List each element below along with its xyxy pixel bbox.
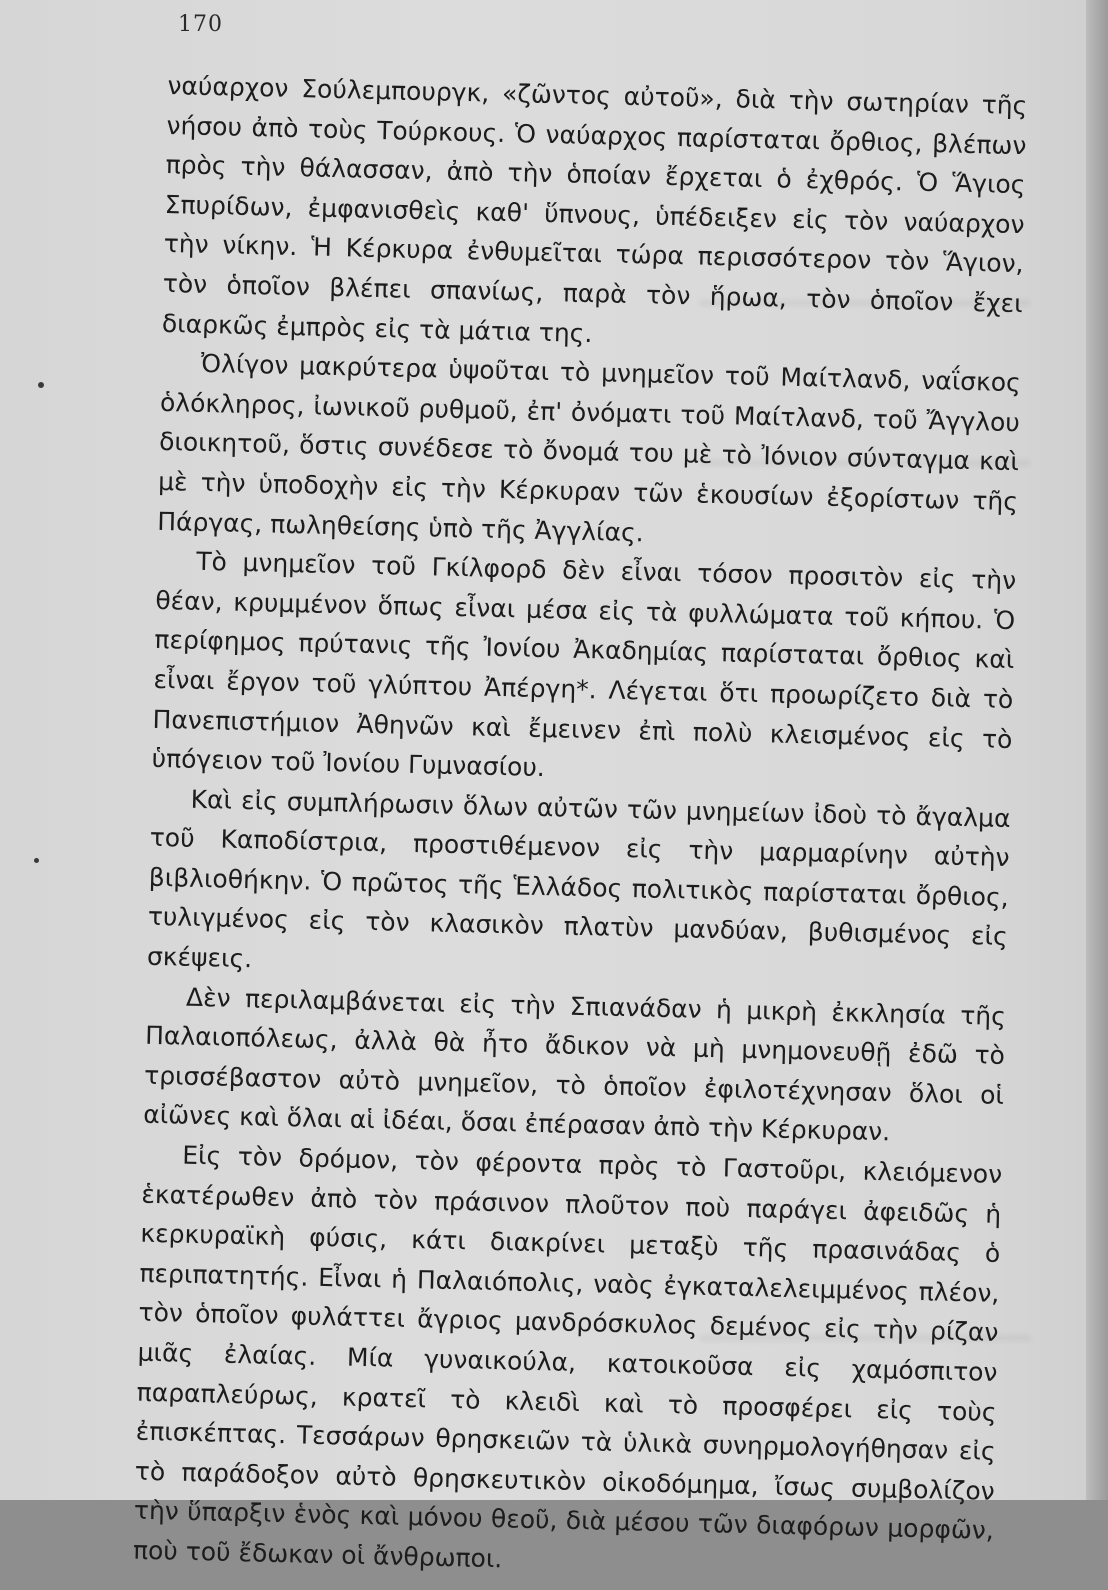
page-edge-shadow xyxy=(1086,0,1108,1500)
body-text xyxy=(133,66,1028,1590)
page-number: 170 xyxy=(178,12,223,37)
paragraph-2: Ὀλίγον μακρύτερα ὑψοῦται τὸ μνημεῖον τοῦ Μαίτλανδ, ναΐσκος ὁλόκληρος, ἰωνικοῦ ρυθμοῦ, ἐπ' ὀνόματι τοῦ Μαίτλανδ, τοῦ Ἄγγλου διοικητοῦ, ὅστις συνέδεσε τὸ ὄνομά του μὲ τὸ Ἰόνιον σύνταγμα καὶ μὲ τὴν ὑποδοχὴν εἰς τὴν Κέρκυραν τῶν ἑκουσίων ἐξορίστων τῆς Πάργας, πωληθείσης ὑπὸ τῆς Ἀγγλίας. xyxy=(156,349,1022,547)
paragraph-3: Τὸ μνημεῖον τοῦ Γκίλφορδ δὲν εἶναι τόσον προσιτὸν εἰς τὴν θέαν, κρυμμένον ὅπως εἶναι μέσα εἰς τὰ φυλλώματα τοῦ κήπου. Ὁ περίφημος πρύτανις τῆς Ἰονίου Ἀκαδημίας παρίσταται ὄρθιος καὶ εἶναι ἔργον τοῦ γλύπτου Ἀπέργη*. Λέγεται ὅτι προωρίζετο διὰ τὸ Πανεπιστήμιον Ἀθηνῶν καὶ ἔμεινεν ἐπὶ πολὺ κλεισμένος εἰς τὸ ὑπόγειον τοῦ Ἰονίου Γυμνασίου. xyxy=(151,546,1017,783)
paragraph-5: Δὲν περιλαμβάνεται εἰς τὴν Σπιανάδαν ἡ μικρὴ ἐκκλησία τῆς Παλαιοπόλεως, ἀλλὰ θὰ ἦτο ἄδικον νὰ μὴ μνημονευθῇ ἐδῶ τὸ τρισσέβαστον αὐτὸ μνημεῖον, τὸ ὁποῖον ἐφιλοτέχνησαν ὅλοι οἱ αἰῶνες καὶ ὅλαι αἱ ἰδέαι, ὅσαι ἐπέρασαν ἀπὸ τὴν Κέρκυραν. xyxy=(142,982,1007,1147)
speck-mark xyxy=(34,858,39,863)
paragraph-6: Εἰς τὸν δρόμον, τὸν φέροντα πρὸς τὸ Γαστοῦρι, κλειόμενον ἑκατέρωθεν ἀπὸ τὸν πράσινον πλοῦτον ποὺ παράγει ἀφειδῶς ἡ κερκυραϊκὴ φύσις, κάτι διακρίνει μεταξὺ τῆς πρασινάδας ὁ περιπατητής. Εἶναι ἡ Παλαιόπολις, ναὸς ἐγκαταλελειμμένος πλέον, τὸν ὁποῖον φυλάττει ἄγριος μανδρόσκυλος δεμένος εἰς τὴν ρίζαν μιᾶς ἐλαίας. Μία γυναικούλα, κατοικοῦσα εἰς χαμόσπιτον παραπλεύρως, κρατεῖ τὸ κλειδὶ καὶ τὸ προσφέρει εἰς τοὺς ἐπισκέπτας. Τεσσάρων θρησκειῶν τὰ ὑλικὰ συνηρμολογήθησαν εἰς τὸ παράδοξον αὐτὸ θρησκευτικὸν οἰκοδόμημα, ἴσως συμβολίζον τὴν ὕπαρξιν ἑνὸς καὶ μόνου θεοῦ, διὰ μέσου τῶν διαφόρων μορφῶν, ποὺ τοῦ ἔδωκαν οἱ ἄνθρωποι. xyxy=(132,1140,1003,1574)
paragraph-4: Καὶ εἰς συμπλήρωσιν ὅλων αὐτῶν τῶν μνημείων ἰδοὺ τὸ ἄγαλμα τοῦ Καποδίστρια, προστιθέμενον εἰς τὴν μαρμαρίνην αὐτὴν βιβλιοθήκην. Ὁ πρῶτος τῆς Ἑλλάδος πολιτικὸς παρίσταται ὄρθιος, τυλιγμένος εἰς τὸν κλασικὸν πλατὺν μανδύαν, βυθισμένος εἰς σκέψεις. xyxy=(146,784,1011,974)
paragraph-1: ναύαρχον Σούλεμπουργκ, «ζῶντος αὐτοῦ», διὰ τὴν σωτηρίαν τῆς νήσου ἀπὸ τοὺς Τούρκους. Ὁ ναύαρχος παρίσταται ὄρθιος, βλέπων πρὸς τὴν θάλασσαν, ἀπὸ τὴν ὁποίαν ἔρχεται ὁ ἐχθρός. Ὁ Ἅγιος Σπυρίδων, ἐμφανισθεὶς καθ' ὕπνους, ὑπέδειξεν εἰς τὸν ναύαρχον τὴν νίκην. Ἡ Κέρκυρα ἐνθυμεῖται τώρα περισσότερον τὸν Ἅγιον, τὸν ὁποῖον βλέπει σπανίως, παρὰ τὸν ἥρωα, τὸν ὁποῖον ἔχει διαρκῶς ἐμπρὸς εἰς τὰ μάτια της. xyxy=(161,70,1028,348)
speck-mark xyxy=(38,382,44,388)
